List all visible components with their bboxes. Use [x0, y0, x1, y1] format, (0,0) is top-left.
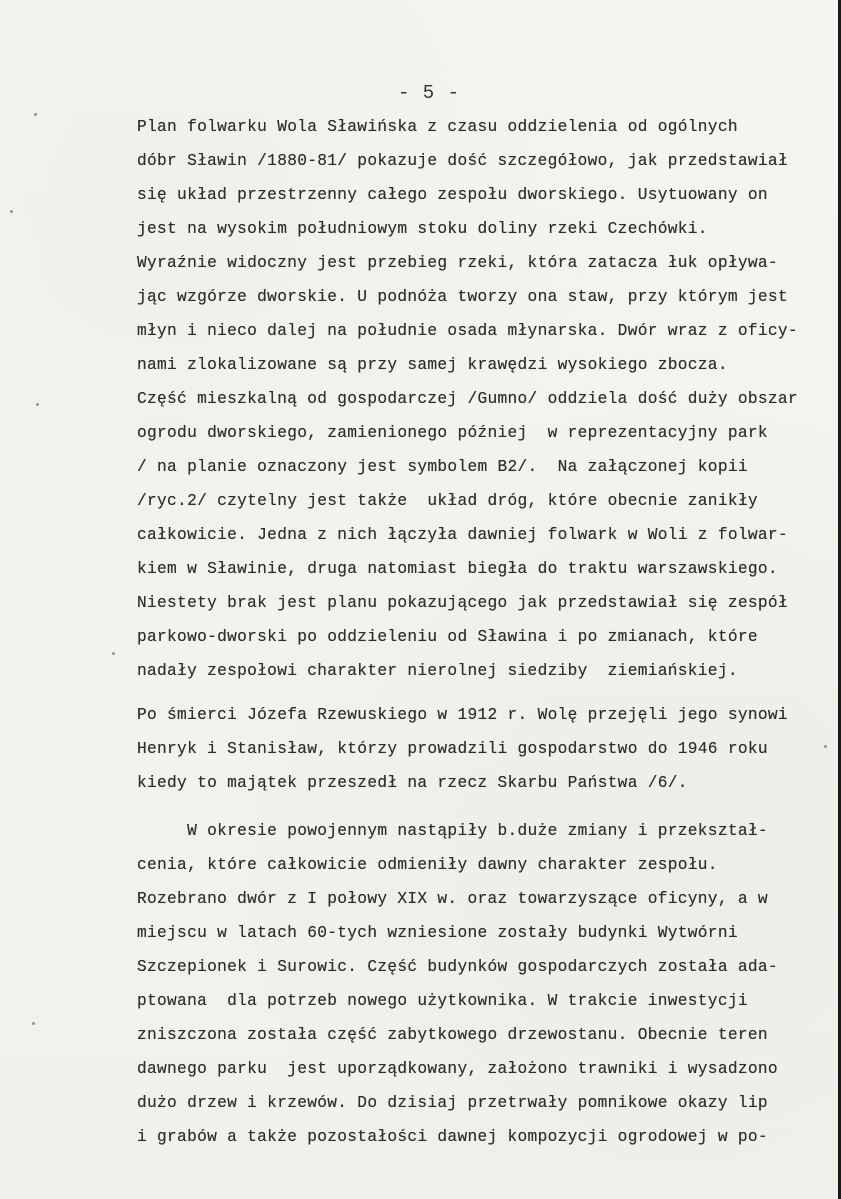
- text-line: kiedy to majątek przeszedł na rzecz Skarbu Państwa /6/.: [137, 774, 688, 792]
- scan-speck: [32, 1022, 35, 1025]
- text-line: W okresie powojennym nastąpiły b.duże zmiany i przekształ-: [137, 822, 768, 840]
- page-number: - 5 -: [398, 82, 461, 104]
- scan-speck: [824, 745, 827, 748]
- text-line: zniszczona została część zabytkowego drzewostanu. Obecnie teren: [137, 1026, 768, 1044]
- text-line: młyn i nieco dalej na południe osada młynarska. Dwór wraz z oficy-: [137, 322, 798, 340]
- text-line: / na planie oznaczony jest symbolem B2/. Na załączonej kopii: [137, 458, 748, 476]
- text-line: nadały zespołowi charakter nierolnej siedziby ziemiańskiej.: [137, 662, 738, 680]
- scan-speck: [10, 210, 13, 213]
- text-line: Henryk i Stanisław, którzy prowadzili gospodarstwo do 1946 roku: [137, 740, 768, 758]
- text-line: Rozebrano dwór z I połowy XIX w. oraz towarzyszące oficyny, a w: [137, 890, 768, 908]
- text-line: kiem w Sławinie, druga natomiast biegła do traktu warszawskiego.: [137, 560, 778, 578]
- text-line: dóbr Sławin /1880-81/ pokazuje dość szczegółowo, jak przedstawiał: [137, 152, 788, 170]
- text-line: Wyraźnie widoczny jest przebieg rzeki, która zatacza łuk opływa-: [137, 254, 778, 272]
- text-line: całkowicie. Jedna z nich łączyła dawniej folwark w Woli z folwar-: [137, 526, 788, 544]
- text-line: i grabów a także pozostałości dawnej kompozycji ogrodowej w po-: [137, 1128, 768, 1146]
- text-line: nami zlokalizowane są przy samej krawędzi wysokiego zbocza.: [137, 356, 728, 374]
- text-line: ptowana dla potrzeb nowego użytkownika. W trakcie inwestycji: [137, 992, 748, 1010]
- text-line: ogrodu dworskiego, zamienionego później w reprezentacyjny park: [137, 424, 768, 442]
- text-line: dawnego parku jest uporządkowany, założono trawniki i wysadzono: [137, 1060, 778, 1078]
- text-line: Plan folwarku Wola Sławińska z czasu oddzielenia od ogólnych: [137, 118, 738, 136]
- text-line: parkowo-dworski po oddzieleniu od Sławina i po zmianach, które: [137, 628, 758, 646]
- text-line: Po śmierci Józefa Rzewuskiego w 1912 r. Wolę przejęli jego synowi: [137, 706, 788, 724]
- scan-speck: [112, 652, 115, 655]
- text-line: jąc wzgórze dworskie. U podnóża tworzy ona staw, przy którym jest: [137, 288, 788, 306]
- text-line: się układ przestrzenny całego zespołu dworskiego. Usytuowany on: [137, 186, 768, 204]
- text-line: miejscu w latach 60-tych wzniesione zostały budynki Wytwórni: [137, 924, 738, 942]
- text-line: cenia, które całkowicie odmieniły dawny charakter zespołu.: [137, 856, 718, 874]
- text-line: Część mieszkalną od gospodarczej /Gumno/ oddziela dość duży obszar: [137, 390, 798, 408]
- scan-speck: [36, 403, 39, 406]
- text-line: Szczepionek i Surowic. Część budynków gospodarczych została ada-: [137, 958, 778, 976]
- text-line: Niestety brak jest planu pokazującego jak przedstawiał się zespół: [137, 594, 788, 612]
- text-line: jest na wysokim południowym stoku doliny rzeki Czechówki.: [137, 220, 708, 238]
- scan-speck: [34, 113, 37, 116]
- text-line: /ryc.2/ czytelny jest także układ dróg, które obecnie zanikły: [137, 492, 758, 510]
- text-line: dużo drzew i krzewów. Do dzisiaj przetrwały pomnikowe okazy lip: [137, 1094, 768, 1112]
